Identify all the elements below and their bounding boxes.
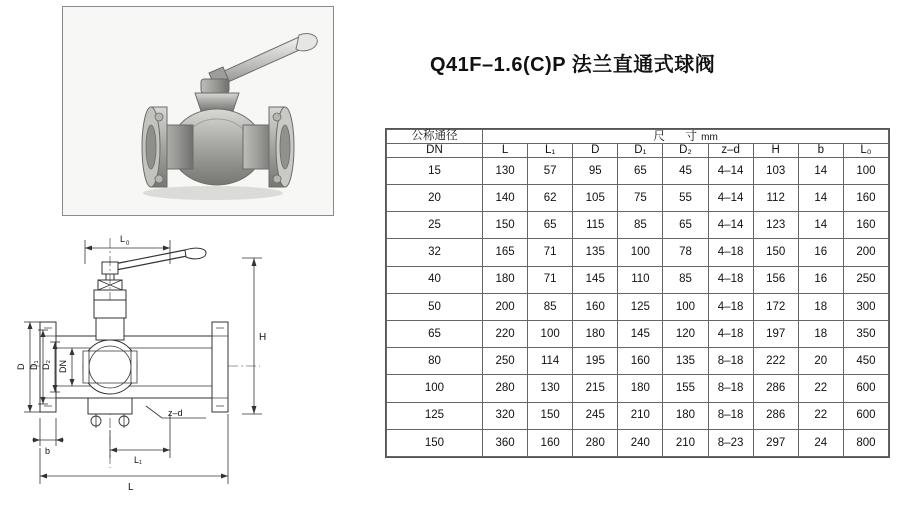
cell-dn: 100	[387, 375, 483, 402]
page-title: Q41F–1.6(C)P 法兰直通式球阀	[430, 54, 716, 76]
table-header-row-1	[387, 130, 889, 144]
table-row	[387, 157, 889, 184]
cell-L0: 100	[843, 157, 888, 184]
cell-D: 280	[573, 429, 618, 456]
cell-L1: 65	[528, 212, 573, 239]
drawing-svg	[10, 218, 380, 510]
cell-dn: 32	[387, 239, 483, 266]
cell-b: 14	[798, 212, 843, 239]
header-dn: DN	[387, 144, 483, 158]
cell-zd: 8–18	[708, 348, 753, 375]
header-col-H: H	[753, 144, 798, 158]
cell-H: 286	[753, 375, 798, 402]
cell-L1: 57	[528, 157, 573, 184]
cell-D2: 78	[663, 239, 708, 266]
header-col-zd: z–d	[708, 144, 753, 158]
cell-L1: 100	[528, 320, 573, 347]
ball-valve-photo	[63, 7, 333, 215]
cell-L0: 600	[843, 375, 888, 402]
dim-label-l0: L	[120, 234, 126, 244]
cell-D1: 110	[618, 266, 663, 293]
cell-D: 245	[573, 402, 618, 429]
cell-D2: 85	[663, 266, 708, 293]
cell-L0: 200	[843, 239, 888, 266]
cell-D1: 240	[618, 429, 663, 456]
cell-zd: 8–18	[708, 402, 753, 429]
header-col-D: D	[573, 144, 618, 158]
header-dimensions-unit: mm	[701, 132, 718, 143]
cell-dn: 50	[387, 293, 483, 320]
dim-label-l: L	[128, 482, 134, 493]
cell-D: 160	[573, 293, 618, 320]
cell-dn: 25	[387, 212, 483, 239]
cell-zd: 4–14	[708, 157, 753, 184]
cell-H: 112	[753, 185, 798, 212]
header-dimensions-text: 尺 寸	[653, 129, 702, 143]
dim-label-h: H	[259, 332, 267, 343]
cell-L0: 350	[843, 320, 888, 347]
cell-L: 360	[482, 429, 527, 456]
cell-b: 20	[798, 348, 843, 375]
cell-L: 150	[482, 212, 527, 239]
cell-L0: 160	[843, 185, 888, 212]
cell-D2: 135	[663, 348, 708, 375]
cell-D2: 65	[663, 212, 708, 239]
cell-dn: 20	[387, 185, 483, 212]
cell-D2: 45	[663, 157, 708, 184]
cell-L0: 800	[843, 429, 888, 456]
cell-D2: 55	[663, 185, 708, 212]
valve-photo-panel	[62, 6, 334, 216]
cell-D1: 180	[618, 375, 663, 402]
header-nominal-diameter: 公称通径	[387, 130, 483, 144]
table-header-row-2	[387, 144, 889, 158]
cell-L: 280	[482, 375, 527, 402]
cell-L: 250	[482, 348, 527, 375]
table-row	[387, 375, 889, 402]
table-row	[387, 266, 889, 293]
cell-L: 140	[482, 185, 527, 212]
dim-label-l1: L₁	[134, 455, 143, 465]
cell-L1: 150	[528, 402, 573, 429]
cell-D1: 75	[618, 185, 663, 212]
header-dimensions	[482, 130, 888, 144]
table-row	[387, 402, 889, 429]
dim-label-dn: DN	[58, 360, 68, 373]
cell-D: 115	[573, 212, 618, 239]
cell-L0: 250	[843, 266, 888, 293]
cell-H: 156	[753, 266, 798, 293]
cell-L0: 450	[843, 348, 888, 375]
cell-H: 222	[753, 348, 798, 375]
header-col-L0: L₀	[843, 144, 888, 158]
table-row	[387, 239, 889, 266]
cell-D1: 100	[618, 239, 663, 266]
cell-D1: 145	[618, 320, 663, 347]
table-body	[387, 157, 889, 456]
cell-D: 105	[573, 185, 618, 212]
dim-label-d2: D₂	[41, 360, 51, 370]
cell-D1: 160	[618, 348, 663, 375]
cell-D: 180	[573, 320, 618, 347]
table-row	[387, 293, 889, 320]
table-row	[387, 348, 889, 375]
table-row	[387, 429, 889, 456]
dim-label-b: b	[45, 446, 51, 456]
cell-D2: 210	[663, 429, 708, 456]
svg-text:0: 0	[126, 241, 130, 247]
cell-L: 180	[482, 266, 527, 293]
cell-D: 195	[573, 348, 618, 375]
dimensions-table-container	[385, 128, 890, 458]
cell-H: 286	[753, 402, 798, 429]
cell-dn: 125	[387, 402, 483, 429]
cell-dn: 80	[387, 348, 483, 375]
cell-b: 24	[798, 429, 843, 456]
cell-zd: 4–18	[708, 293, 753, 320]
cell-L: 200	[482, 293, 527, 320]
cell-zd: 4–18	[708, 320, 753, 347]
cell-D2: 120	[663, 320, 708, 347]
cell-D: 95	[573, 157, 618, 184]
cell-b: 22	[798, 375, 843, 402]
cell-D1: 85	[618, 212, 663, 239]
cell-D: 145	[573, 266, 618, 293]
table-row	[387, 212, 889, 239]
valve-technical-drawing	[10, 218, 380, 510]
cell-D: 135	[573, 239, 618, 266]
cell-D1: 125	[618, 293, 663, 320]
cell-dn: 40	[387, 266, 483, 293]
cell-L1: 71	[528, 239, 573, 266]
cell-b: 14	[798, 157, 843, 184]
cell-b: 16	[798, 239, 843, 266]
cell-D1: 65	[618, 157, 663, 184]
cell-H: 150	[753, 239, 798, 266]
cell-H: 172	[753, 293, 798, 320]
cell-L1: 85	[528, 293, 573, 320]
cell-L1: 160	[528, 429, 573, 456]
cell-L0: 600	[843, 402, 888, 429]
cell-zd: 8–23	[708, 429, 753, 456]
header-col-D1: D₁	[618, 144, 663, 158]
header-col-L: L	[482, 144, 527, 158]
cell-H: 297	[753, 429, 798, 456]
cell-L: 130	[482, 157, 527, 184]
cell-D1: 210	[618, 402, 663, 429]
cell-L0: 300	[843, 293, 888, 320]
cell-D2: 100	[663, 293, 708, 320]
cell-L1: 114	[528, 348, 573, 375]
cell-L1: 130	[528, 375, 573, 402]
cell-L: 320	[482, 402, 527, 429]
dim-label-d1: D₁	[29, 360, 39, 370]
cell-zd: 4–14	[708, 212, 753, 239]
cell-L0: 160	[843, 212, 888, 239]
header-col-L1: L₁	[528, 144, 573, 158]
cell-dn: 65	[387, 320, 483, 347]
cell-L: 165	[482, 239, 527, 266]
cell-zd: 8–18	[708, 375, 753, 402]
cell-zd: 4–14	[708, 185, 753, 212]
cell-b: 22	[798, 402, 843, 429]
cell-zd: 4–18	[708, 239, 753, 266]
cell-H: 197	[753, 320, 798, 347]
cell-L1: 62	[528, 185, 573, 212]
cell-zd: 4–18	[708, 266, 753, 293]
dimensions-table	[386, 129, 889, 457]
header-col-b: b	[798, 144, 843, 158]
cell-D2: 180	[663, 402, 708, 429]
table-row	[387, 320, 889, 347]
dim-label-zd: z–d	[168, 408, 183, 418]
cell-L1: 71	[528, 266, 573, 293]
cell-b: 16	[798, 266, 843, 293]
cell-b: 18	[798, 320, 843, 347]
cell-L: 220	[482, 320, 527, 347]
cell-H: 123	[753, 212, 798, 239]
cell-b: 18	[798, 293, 843, 320]
cell-b: 14	[798, 185, 843, 212]
table-row	[387, 185, 889, 212]
cell-H: 103	[753, 157, 798, 184]
dim-label-d: D	[16, 363, 26, 370]
cell-D: 215	[573, 375, 618, 402]
header-col-D2: D₂	[663, 144, 708, 158]
cell-D2: 155	[663, 375, 708, 402]
cell-dn: 15	[387, 157, 483, 184]
cell-dn: 150	[387, 429, 483, 456]
